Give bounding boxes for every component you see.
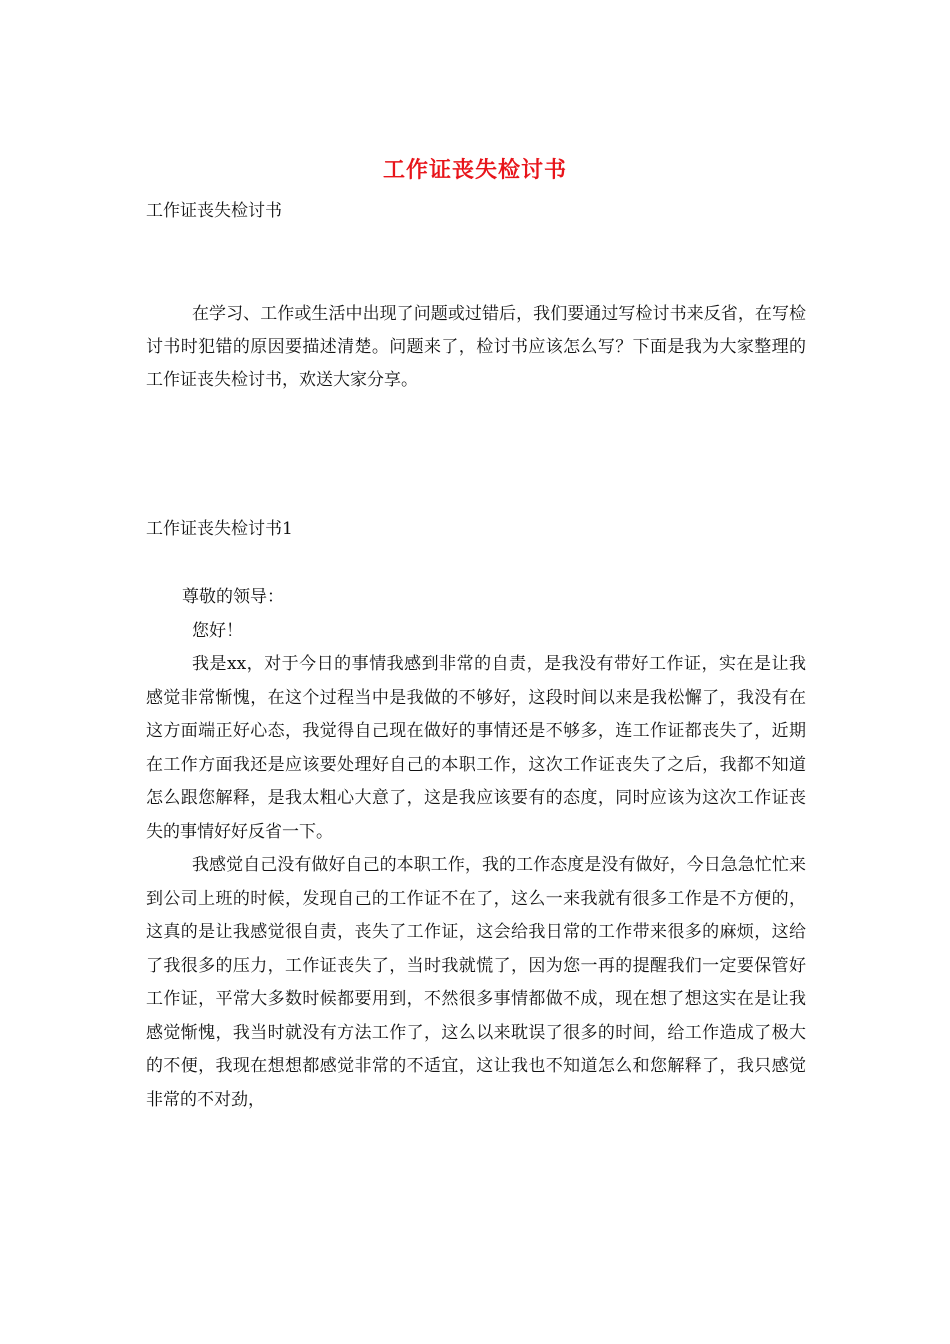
body-paragraph: 我是xx，对于今日的事情我感到非常的自责，是我没有带好工作证，实在是让我感觉非常惭愧，在这个过程当中是我做的不够好，这段时间以来是我松懈了，我没有在这方面端正好心态，我觉得自己现在做好的事情还是不够多，连工作证都丧失了，近期在工作方面我还是应该要处理好自己的本职工作，这次工作证丧失了之后，我都不知道怎么跟您解释，是我太粗心大意了，这是我应该要有的态度，同时应该为这次工作证丧失的事情好好反省一下。 bbox=[146, 654, 806, 842]
letter-body bbox=[146, 648, 806, 1117]
intro-paragraph bbox=[146, 298, 806, 397]
document-subtitle: 工作证丧失检讨书 bbox=[146, 201, 282, 221]
letter-greeting: 您好！ bbox=[192, 621, 243, 641]
letter-salutation: 尊敬的领导： bbox=[182, 587, 284, 607]
section-heading: 工作证丧失检讨书1 bbox=[146, 519, 293, 539]
document-title: 工作证丧失检讨书 bbox=[382, 157, 567, 183]
intro-text: 在学习、工作或生活中出现了问题或过错后，我们要通过写检讨书来反省，在写检讨书时犯错的原因要描述清楚。问题来了，检讨书应该怎么写？下面是我为大家整理的工作证丧失检讨书，欢送大家分享。 bbox=[146, 304, 806, 390]
body-paragraph: 我感觉自己没有做好自己的本职工作，我的工作态度是没有做好，今日急急忙忙来到公司上班的时候，发现自己的工作证不在了，这么一来我就有很多工作是不方便的，这真的是让我感觉很自责，丧失了工作证，这会给我日常的工作带来很多的麻烦，这给了我很多的压力，工作证丧失了，当时我就慌了，因为您一再的提醒我们一定要保管好工作证，平常大多数时候都要用到，不然很多事情都做不成，现在想了想这实在是让我感觉惭愧，我当时就没有方法工作了，这么以来耽误了很多的时间，给工作造成了极大的不便，我现在想想都感觉非常的不适宜，这让我也不知道怎么和您解释了，我只感觉非常的不对劲， bbox=[146, 855, 806, 1110]
